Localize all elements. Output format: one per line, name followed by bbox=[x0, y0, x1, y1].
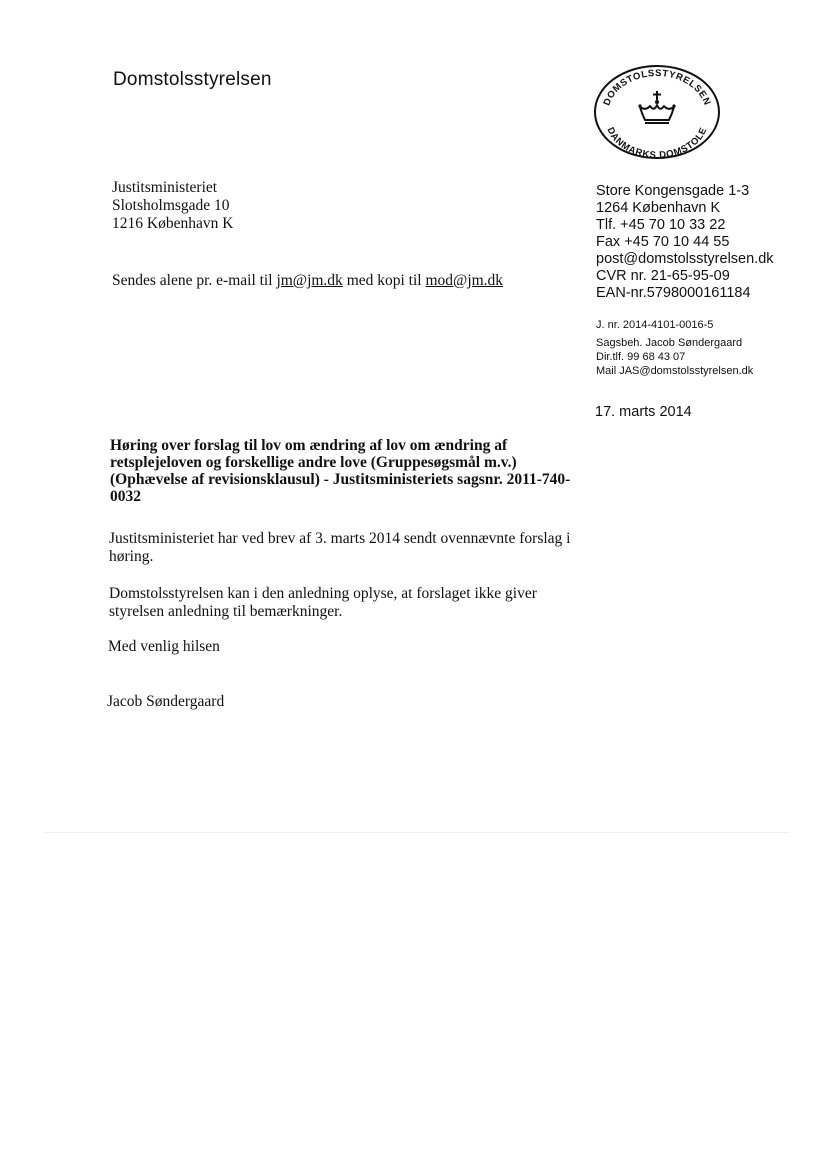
sender-line: EAN-nr.5798000161184 bbox=[596, 285, 751, 301]
paragraph-line: høring. bbox=[109, 548, 154, 565]
delivery-note bbox=[112, 272, 503, 290]
sender-line: Fax +45 70 10 44 55 bbox=[596, 234, 730, 250]
sender-line: CVR nr. 21-65-95-09 bbox=[596, 268, 730, 284]
direct-phone: Dir.tlf. 99 68 43 07 bbox=[596, 351, 686, 363]
organization-name: Domstolsstyrelsen bbox=[113, 69, 272, 90]
email-link-mod[interactable]: mod@jm.dk bbox=[425, 272, 504, 289]
recipient-line: 1216 København K bbox=[112, 215, 234, 232]
svg-text:DANMARKS DOMSTOLE: DANMARKS DOMSTOLE bbox=[604, 125, 710, 162]
delivery-note-middle: med kopi til bbox=[342, 272, 426, 289]
paragraph-line: styrelsen anledning til bemærkninger. bbox=[109, 603, 343, 620]
scan-fold-line bbox=[45, 832, 790, 833]
sender-line: Tlf. +45 70 10 33 22 bbox=[596, 217, 726, 233]
journal-number: J. nr. 2014-4101-0016-5 bbox=[596, 319, 714, 331]
paragraph-line: Domstolsstyrelsen kan i den anledning oplyse, at forslaget ikke giver bbox=[109, 585, 537, 602]
sender-contact-block bbox=[596, 183, 774, 302]
sender-line: 1264 København K bbox=[596, 200, 721, 216]
danish-courts-seal-logo bbox=[592, 62, 722, 162]
email-link-jm[interactable]: jm@jm.dk bbox=[276, 272, 343, 289]
case-handler: Sagsbeh. Jacob Søndergaard bbox=[596, 337, 743, 349]
subject-line: Høring over forslag til lov om ændring af lov om ændring af bbox=[110, 437, 508, 454]
handler-email: Mail JAS@domstolsstyrelsen.dk bbox=[596, 365, 754, 377]
delivery-note-prefix: Sendes alene pr. e-mail til bbox=[112, 272, 277, 289]
subject-line: (Ophævelse af revisionsklausul) - Justitsministeriets sagsnr. 2011-740- bbox=[110, 471, 571, 488]
paragraph-line: Justitsministeriet har ved brev af 3. marts 2014 sendt ovennævnte forslag i bbox=[109, 530, 571, 547]
recipient-line: Justitsministeriet bbox=[112, 179, 218, 196]
letter-date: 17. marts 2014 bbox=[595, 404, 692, 420]
body-paragraph-1 bbox=[109, 530, 570, 566]
case-info-block bbox=[596, 318, 753, 378]
signature-name: Jacob Søndergaard bbox=[107, 693, 225, 710]
recipient-line: Slotsholmsgade 10 bbox=[112, 197, 230, 214]
crown-icon bbox=[638, 91, 675, 123]
body-paragraph-2 bbox=[109, 585, 537, 621]
svg-text:DOMSTOLSSTYRELSEN: DOMSTOLSSTYRELSEN bbox=[601, 67, 713, 108]
recipient-address bbox=[112, 179, 233, 233]
sender-line: Store Kongensgade 1-3 bbox=[596, 183, 750, 199]
subject-line: retsplejeloven og forskellige andre love (Gruppesøgsmål m.v.) bbox=[110, 454, 517, 471]
closing-greeting: Med venlig hilsen bbox=[108, 638, 220, 655]
letter-subject bbox=[110, 437, 600, 505]
sender-line: post@domstolsstyrelsen.dk bbox=[596, 251, 774, 267]
subject-line: 0032 bbox=[110, 488, 141, 505]
